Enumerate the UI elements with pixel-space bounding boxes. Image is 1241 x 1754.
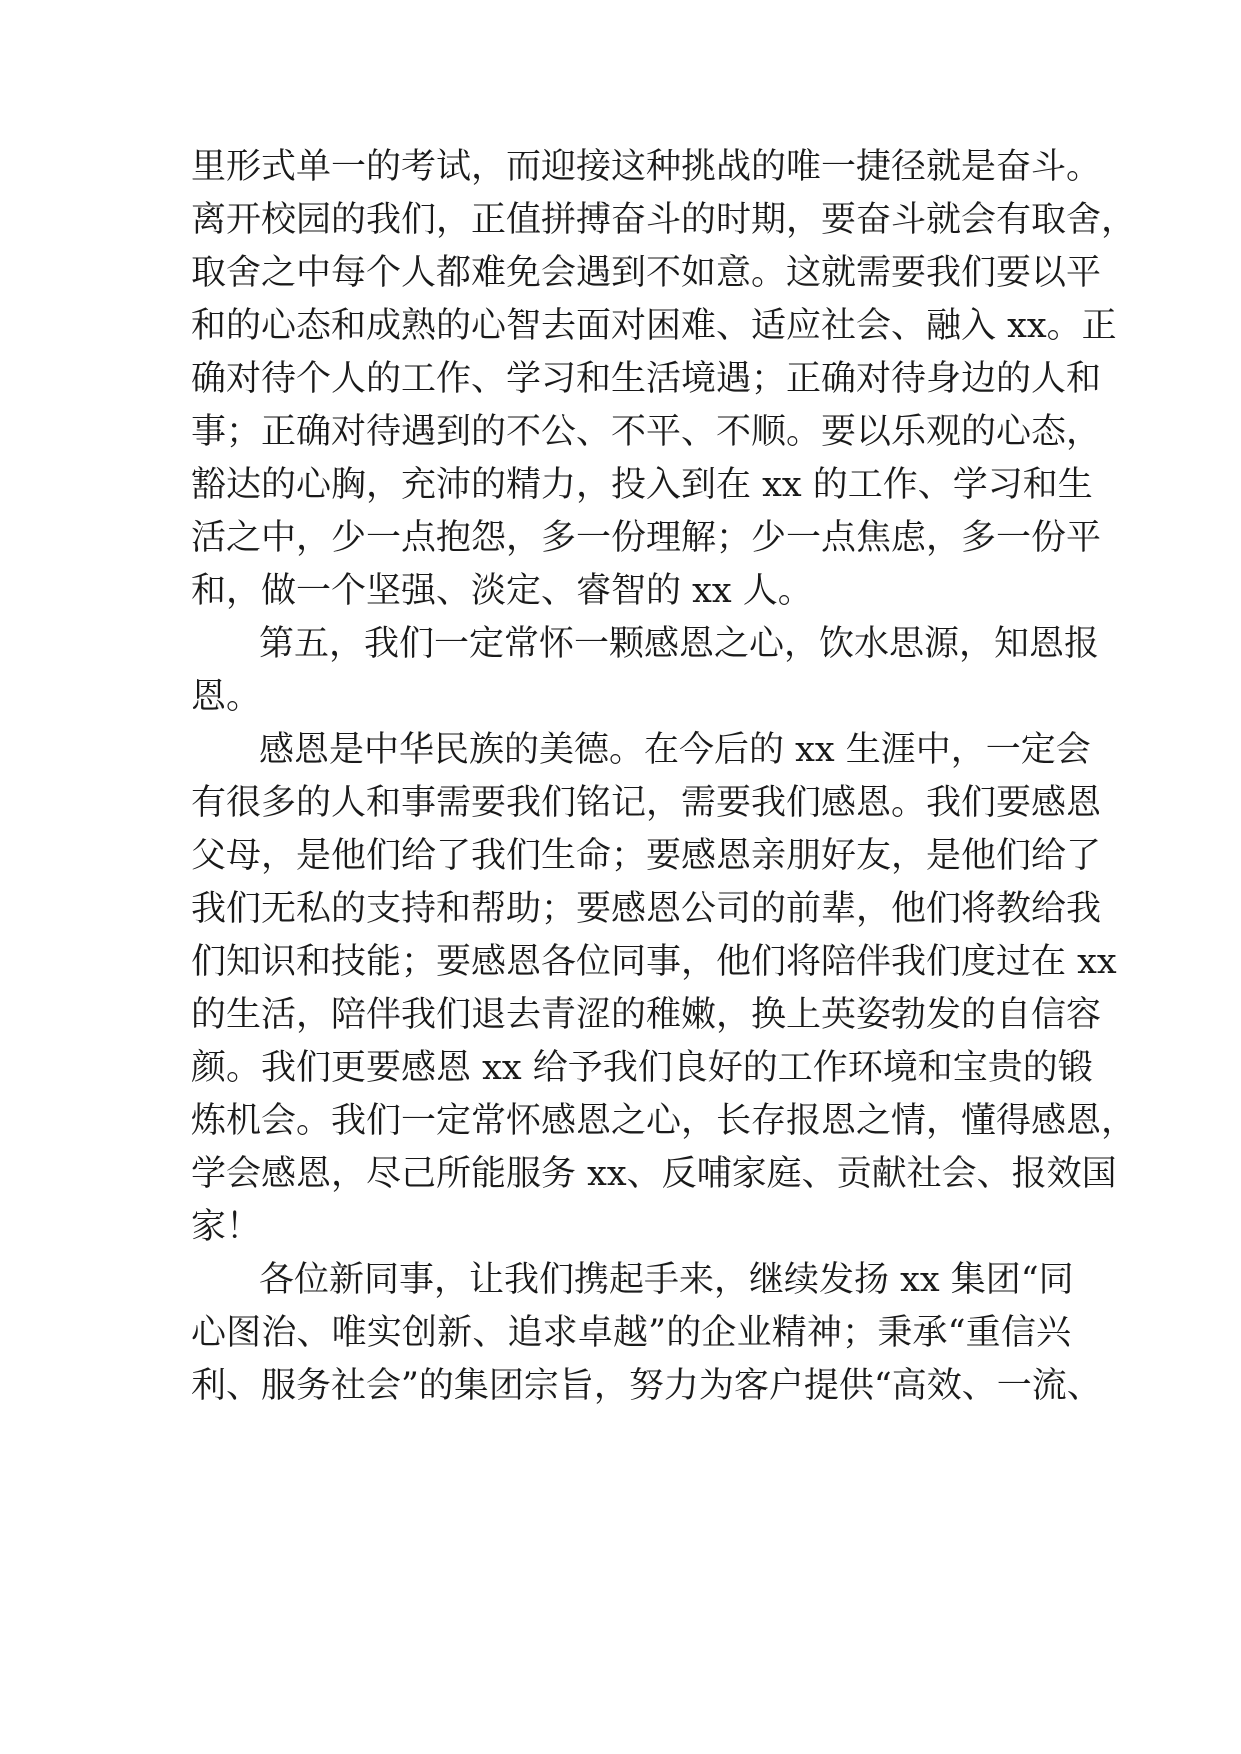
text-line: 颜。我们更要感恩 xx 给予我们良好的工作环境和宝贵的锻 xyxy=(191,1048,1093,1088)
text-line: 家！ xyxy=(191,1207,262,1247)
text-line: 有很多的人和事需要我们铭记，需要我们感恩。我们要感恩 xyxy=(191,783,1102,823)
text-line: 和的心态和成熟的心智去面对困难、适应社会、融入 xx。正 xyxy=(191,306,1117,346)
text-line: 父母，是他们给了我们生命；要感恩亲朋好友，是他们给了 xyxy=(191,836,1102,876)
text-line: 的生活，陪伴我们退去青涩的稚嫩，换上英姿勃发的自信容 xyxy=(191,995,1102,1035)
paragraph-heading: 第五，我们一定常怀一颗感恩之心，饮水思源，知恩报 xyxy=(259,624,1100,664)
text-line: 各位新同事，让我们携起手来，继续发扬 xx 集团“同 xyxy=(259,1260,1074,1300)
text-line: 活之中，少一点抱怨，多一份理解；少一点焦虑，多一份平 xyxy=(191,518,1102,558)
text-line: 事；正确对待遇到的不公、不平、不顺。要以乐观的心态， xyxy=(191,412,1102,452)
text-line: 确对待个人的工作、学习和生活境遇；正确对待身边的人和 xyxy=(191,359,1102,399)
text-line: 离开校园的我们，正值拼搏奋斗的时期，要奋斗就会有取舍， xyxy=(191,200,1137,240)
text-line: 学会感恩，尽己所能服务 xx、反哺家庭、贡献社会、报效国 xyxy=(191,1154,1117,1194)
text-line: 炼机会。我们一定常怀感恩之心，长存报恩之情，懂得感恩， xyxy=(191,1101,1137,1141)
text-line: 我们无私的支持和帮助；要感恩公司的前辈，他们将教给我 xyxy=(191,889,1102,929)
text-line: 里形式单一的考试，而迎接这种挑战的唯一捷径就是奋斗。 xyxy=(191,147,1102,187)
text-line: 心图治、唯实创新、追求卓越”的企业精神；秉承“重信兴 xyxy=(191,1313,1071,1353)
text-line: 和，做一个坚强、淡定、睿智的 xx 人。 xyxy=(191,571,813,611)
text-line: 豁达的心胸，充沛的精力，投入到在 xx 的工作、学习和生 xyxy=(191,465,1093,505)
text-line: 利、服务社会”的集团宗旨，努力为客户提供“高效、一流、 xyxy=(191,1366,1102,1406)
text-line: 取舍之中每个人都难免会遇到不如意。这就需要我们要以平 xyxy=(191,253,1102,293)
text-line: 们知识和技能；要感恩各位同事，他们将陪伴我们度过在 xx xyxy=(191,942,1117,982)
text-line: 感恩是中华民族的美德。在今后的 xx 生涯中，一定会 xyxy=(259,730,1091,770)
text-line: 恩。 xyxy=(191,677,262,717)
